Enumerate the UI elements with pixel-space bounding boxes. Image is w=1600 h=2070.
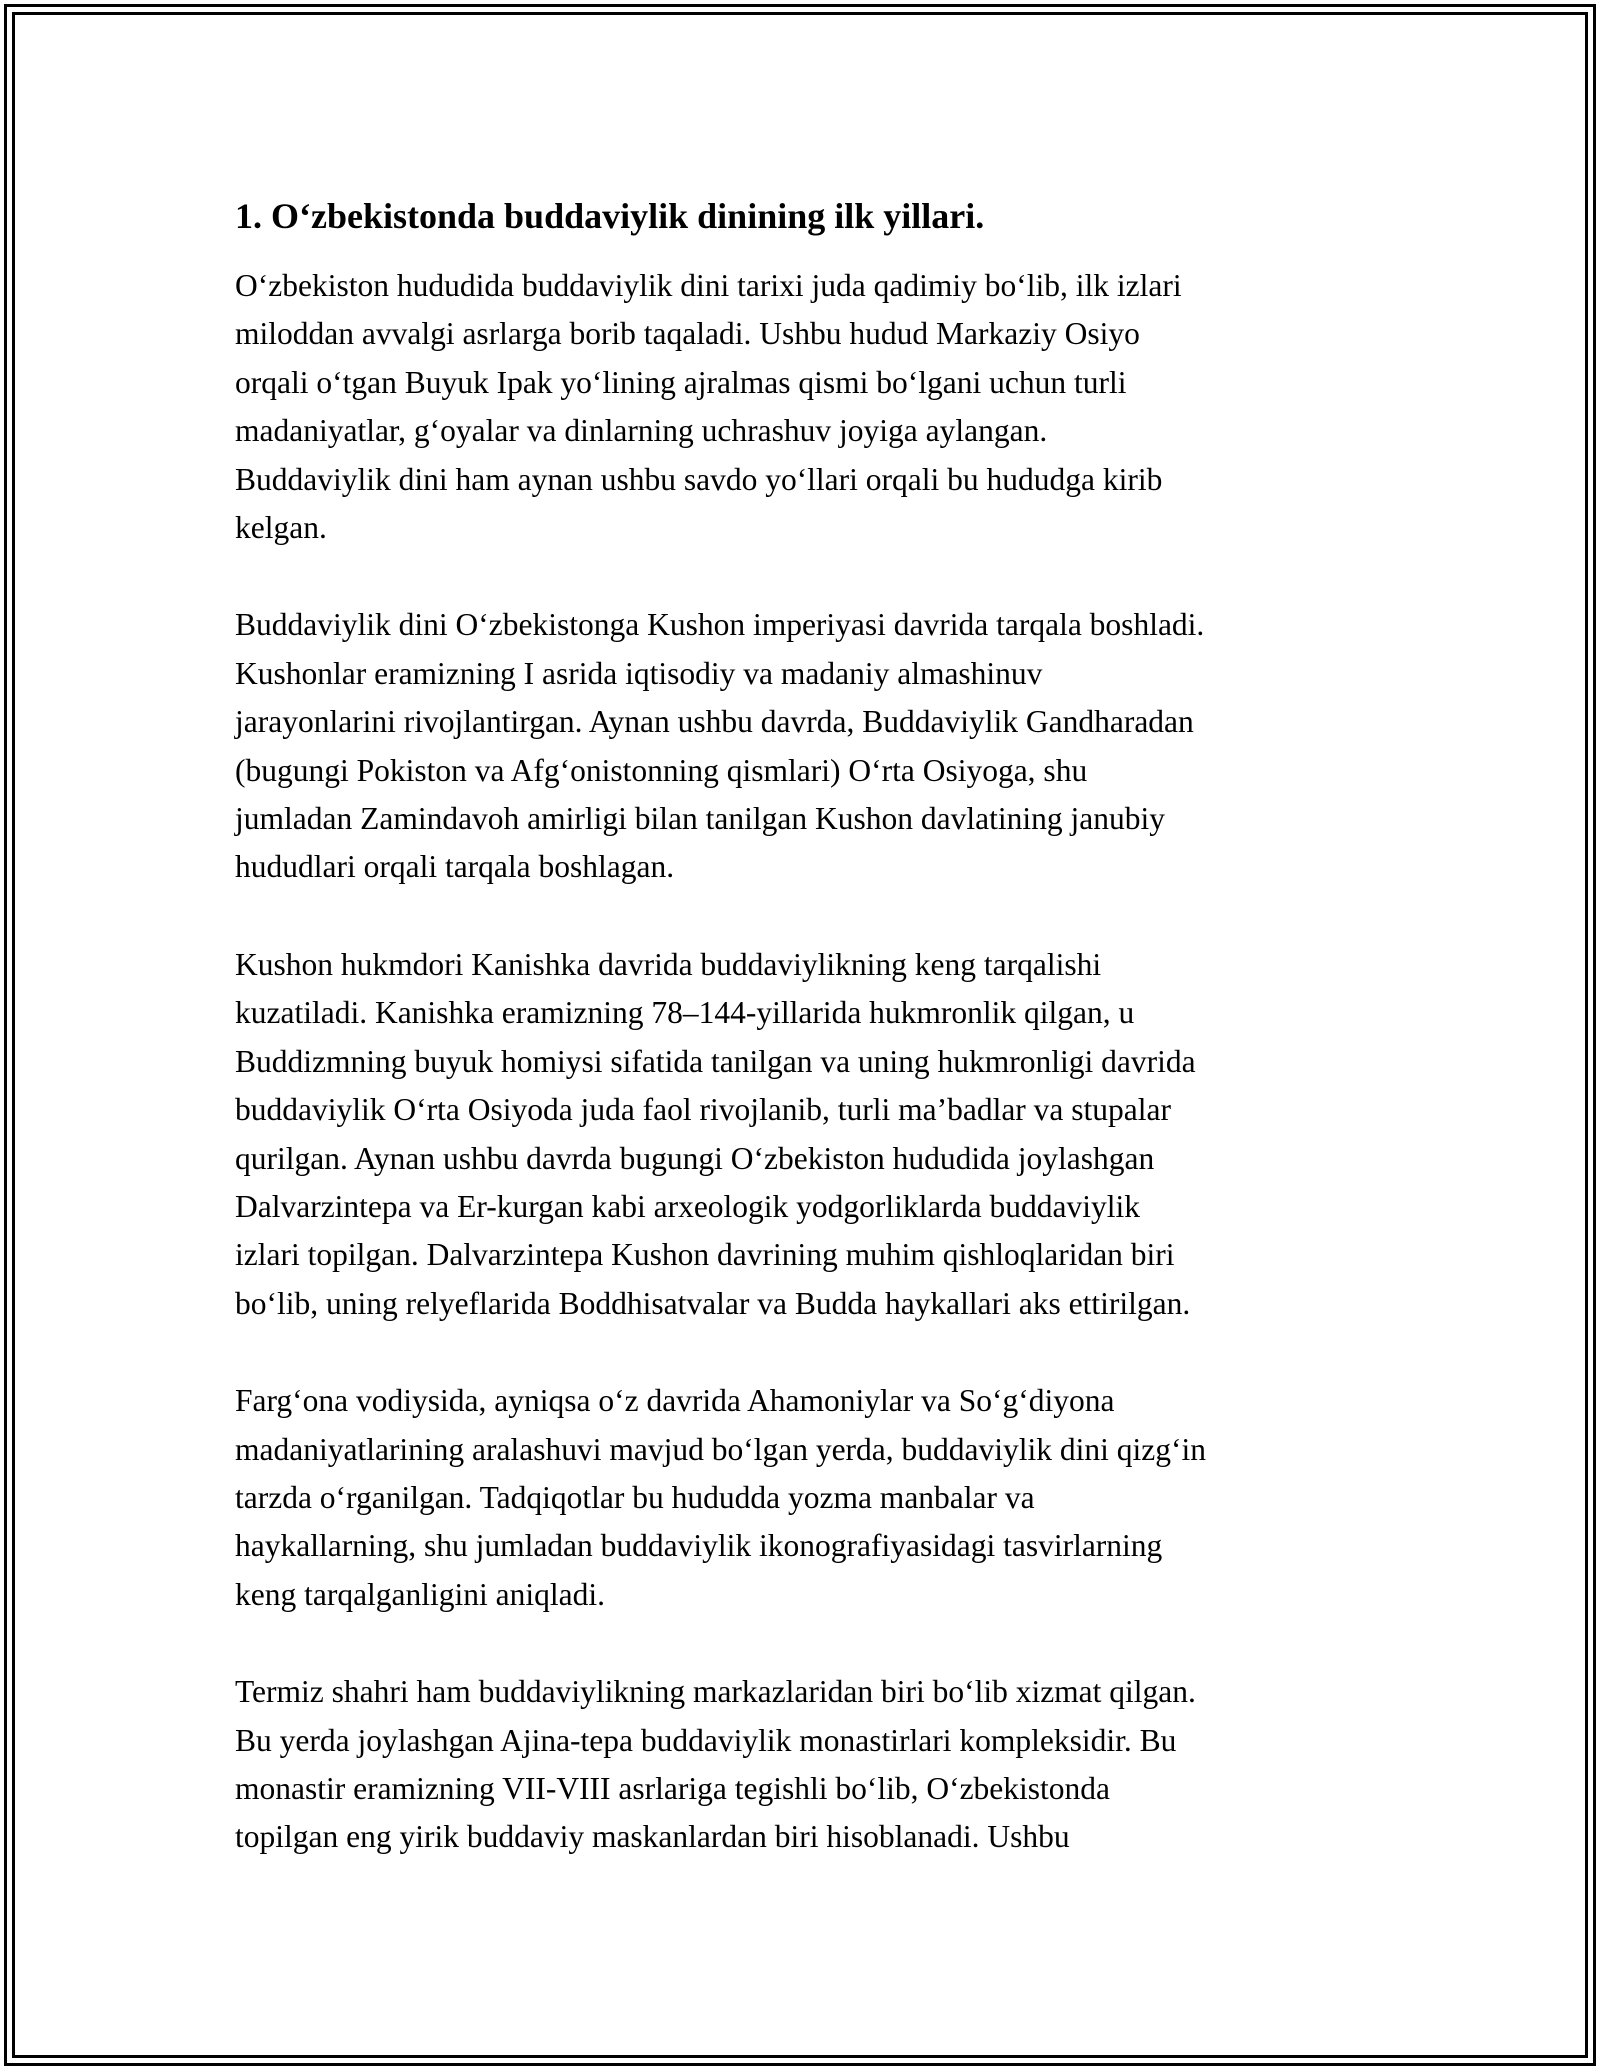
text-line: izlari topilgan. Dalvarzintepa Kushon davrining muhim qishloqlaridan biri [235,1237,1175,1273]
text-line: qurilgan. Aynan ushbu davrda bugungi O‘zbekiston hududida joylashgan [235,1140,1155,1176]
text-line: Termiz shahri ham buddaviylikning markazlaridan biri bo‘lib xizmat qilgan. [235,1674,1196,1710]
text-line: jarayonlarini rivojlantirgan. Aynan ushbu davrda, Buddaviylik Gandharadan [235,704,1194,740]
text-line: bo‘lib, uning relyeflarida Boddhisatvalar va Budda haykallari aks ettirilgan. [235,1285,1191,1321]
document-body [235,190,1365,1911]
text-line: topilgan eng yirik buddaviy maskanlardan biri hisoblanadi. Ushbu [235,1819,1070,1855]
paragraph-4 [235,1377,1365,1619]
text-line: O‘zbekiston hududida buddaviylik dini tarixi juda qadimiy bo‘lib, ilk izlari [235,268,1182,303]
text-line: kelgan. [235,510,327,546]
text-line: buddaviylik O‘rta Osiyoda juda faol rivojlanib, turli ma’badlar va stupalar [235,1092,1171,1128]
text-line: tarzda o‘rganilgan. Tadqiqotlar bu hududda yozma manbalar va [235,1479,1035,1515]
text-line: Kushonlar eramizning I asrida iqtisodiy va madaniy almashinuv [235,655,1043,691]
text-line: jumladan Zamindavoh amirligi bilan tanilgan Kushon davlatining janubiy [235,801,1165,837]
text-line: orqali o‘tgan Buyuk Ipak yo‘lining ajralmas qismi bo‘lgani uchun turli [235,364,1127,400]
paragraph-3 [235,941,1365,1328]
text-line: hududlari orqali tarqala boshlagan. [235,849,675,885]
text-line: miloddan avvalgi asrlarga borib taqaladi. Ushbu hudud Markaziy Osiyo [235,316,1140,352]
paragraph-5 [235,1668,1365,1862]
text-line: kuzatiladi. Kanishka eramizning 78–144-yillarida hukmronlik qilgan, u [235,995,1135,1031]
text-line: madaniyatlar, g‘oyalar va dinlarning uchrashuv joyiga aylangan. [235,413,1048,449]
paragraph-1 [235,262,1365,552]
text-line: Kushon hukmdori Kanishka davrida buddaviylikning keng tarqalishi [235,946,1102,982]
text-line: Farg‘ona vodiysida, ayniqsa o‘z davrida Ahamoniylar va So‘g‘diyona [235,1383,1115,1419]
text-line: Buddizmning buyuk homiysi sifatida tanilgan va uning hukmronligi davrida [235,1043,1196,1079]
text-line: madaniyatlarining aralashuvi mavjud bo‘lgan yerda, buddaviylik dini qizg‘in [235,1431,1206,1467]
text-line: (bugungi Pokiston va Afg‘onistonning qismlari) O‘rta Osiyoga, shu [235,752,1088,788]
text-line: Bu yerda joylashgan Ajina-tepa buddaviylik monastirlari kompleksidir. Bu [235,1722,1177,1758]
text-line: keng tarqalganligini aniqladi. [235,1576,606,1612]
text-line: Buddaviylik dini ham aynan ushbu savdo yo‘llari orqali bu hududga kirib [235,461,1163,497]
text-line: haykallarning, shu jumladan buddaviylik ikonografiyasidagi tasvirlarning [235,1528,1163,1564]
paragraph-2 [235,601,1365,891]
text-line: monastir eramizning VII-VIII asrlariga tegishli bo‘lib, O‘zbekistonda [235,1770,1111,1806]
text-line: Dalvarzintepa va Er-kurgan kabi arxeologik yodgorliklarda buddaviylik [235,1188,1140,1224]
text-line: Buddaviylik dini O‘zbekistonga Kushon imperiyasi davrida tarqala boshladi. [235,607,1205,643]
section-heading: 1. O‘zbekistonda buddaviylik dinining ilk yillari. [235,196,985,236]
